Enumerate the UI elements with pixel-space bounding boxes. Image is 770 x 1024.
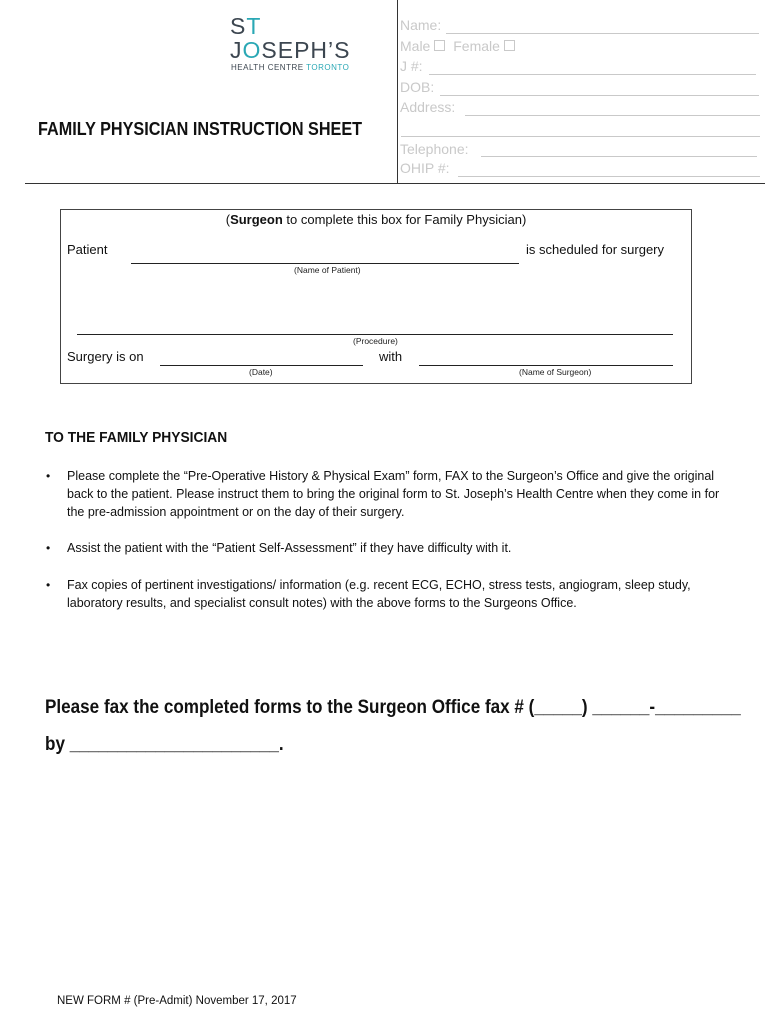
st-josephs-logo	[230, 10, 390, 72]
j-number-field[interactable]	[429, 74, 756, 75]
male-label: Male	[400, 38, 431, 54]
heading-rest: to complete this box for Family Physician)	[282, 212, 527, 227]
surgery-date-field[interactable]	[160, 365, 363, 366]
logo-text-seph: SEPH’S	[261, 37, 351, 63]
name-of-patient-caption: (Name of Patient)	[294, 265, 361, 275]
section-heading: TO THE FAMILY PHYSICIAN	[45, 429, 228, 446]
header-horizontal-divider	[25, 183, 765, 184]
bullet-marker: •	[46, 578, 51, 592]
surgeon-box-heading	[61, 212, 691, 227]
address-field-line-2[interactable]	[401, 136, 760, 137]
surgery-is-on-label: Surgery is on	[67, 349, 144, 364]
j-number-label: J #:	[400, 58, 423, 74]
ohip-label: OHIP #:	[400, 160, 450, 176]
scheduled-label: is scheduled for surgery	[526, 242, 665, 257]
logo-subtitle	[231, 63, 349, 72]
list-item: Assist the patient with the “Patient Self-Assessment” if they have difficulty with it.	[67, 541, 512, 555]
name-field[interactable]	[446, 33, 759, 34]
header-vertical-divider	[397, 0, 398, 184]
fax-by-line: by ______________________.	[45, 734, 284, 755]
date-caption: (Date)	[249, 367, 273, 377]
page-title: FAMILY PHYSICIAN INSTRUCTION SHEET	[38, 119, 363, 139]
telephone-field[interactable]	[481, 156, 757, 157]
list-item: Please complete the “Pre-Operative History & Physical Exam” form, FAX to the Surgeon’s Office and give the original back to the patient. Please instruct them to bring the original form to St. Joseph’s Health Centre when they come in for the pre-admission appointment or on the day of their surgery.	[67, 469, 720, 519]
logo-text-s: S	[230, 13, 247, 39]
address-field[interactable]	[465, 115, 760, 116]
dob-label: DOB:	[400, 79, 435, 95]
ohip-field[interactable]	[458, 176, 760, 177]
heading-paren: (	[225, 212, 231, 227]
procedure-field[interactable]	[77, 334, 673, 335]
sex-options	[400, 38, 519, 54]
dob-field[interactable]	[440, 95, 759, 96]
bullet-marker: •	[46, 541, 51, 555]
bullet-marker: •	[46, 469, 51, 483]
fax-instruction: Please fax the completed forms to the Surgeon Office fax # (_____) ______-_________	[45, 697, 741, 718]
logo-text-t: T	[246, 13, 262, 39]
logo-subtitle-health-centre: HEALTH CENTRE	[231, 63, 307, 72]
heading-surgeon-bold: Surgeon	[230, 212, 283, 227]
list-item: Fax copies of pertinent investigations/ information (e.g. recent ECG, ECHO, stress tests, angiogram, sleep study, laboratory results, and specialist consult notes) with the above forms to the Surgeons Office.	[67, 578, 691, 610]
telephone-label: Telephone:	[400, 141, 469, 157]
address-label: Address:	[400, 99, 456, 115]
surgeon-name-field[interactable]	[419, 365, 673, 366]
patient-name-field[interactable]	[131, 263, 519, 264]
name-of-surgeon-caption: (Name of Surgeon)	[519, 367, 592, 377]
logo-subtitle-toronto: TORONTO	[306, 63, 350, 72]
name-label: Name:	[400, 17, 442, 33]
form-footer: NEW FORM # (Pre-Admit) November 17, 2017	[57, 995, 297, 1007]
female-label: Female	[453, 38, 500, 54]
surgeon-box	[60, 209, 692, 384]
logo-text-j: J	[230, 37, 243, 63]
patient-label: Patient	[67, 242, 108, 257]
logo-text-o: O	[242, 37, 262, 63]
female-checkbox[interactable]	[504, 40, 515, 51]
with-label: with	[379, 349, 403, 364]
procedure-caption: (Procedure)	[353, 336, 398, 346]
male-checkbox[interactable]	[434, 40, 445, 51]
